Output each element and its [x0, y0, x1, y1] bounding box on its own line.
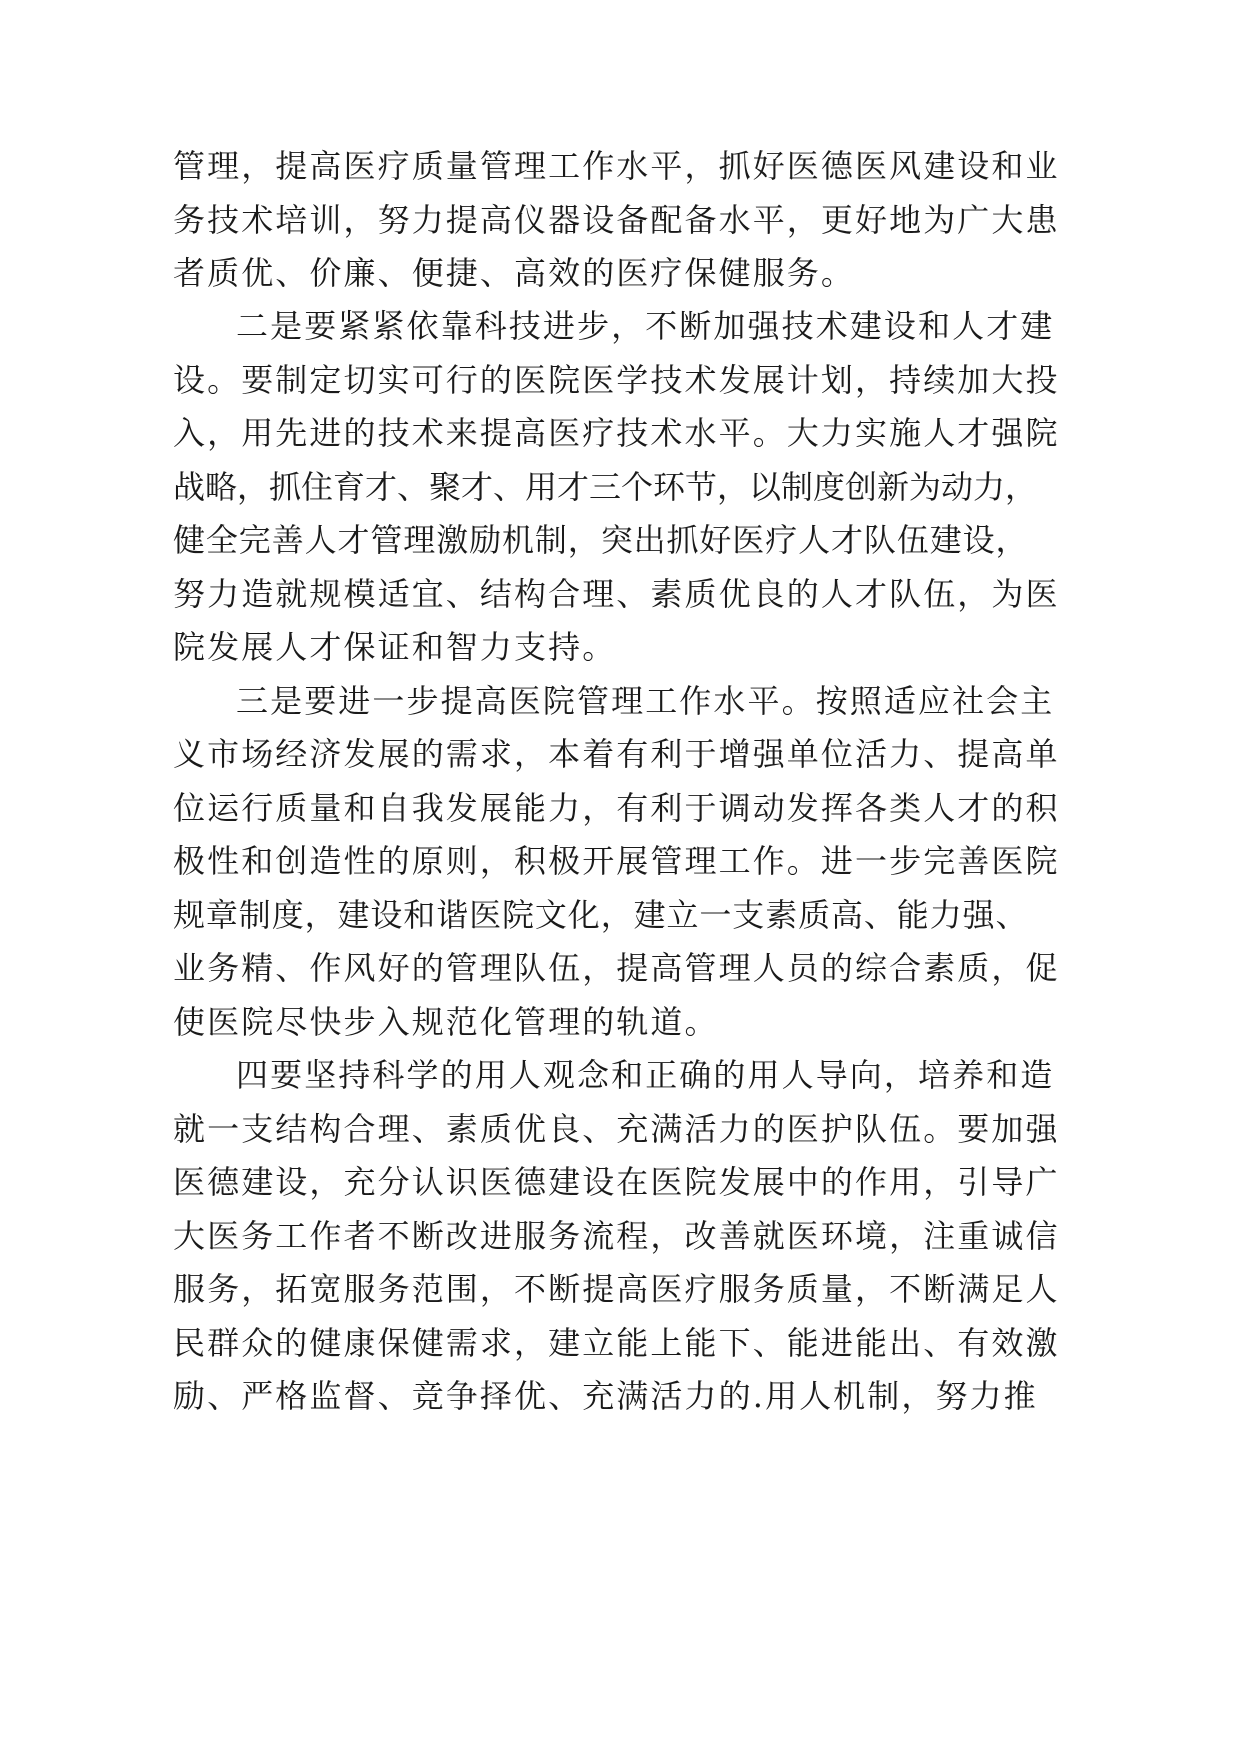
text-line: 二是要紧紧依靠科技进步，不断加强技术建设和人才建 [236, 307, 1055, 345]
text-line: 者质优、价廉、便捷、高效的医疗保健服务。 [173, 254, 856, 292]
text-line: 努力造就规模适宜、结构合理、素质优良的人才队伍，为医 [173, 575, 1060, 613]
text-line: 励、严格监督、竞争择优、充满活力的.用人机制，努力推 [173, 1377, 1038, 1415]
text-line: 管理，提高医疗质量管理工作水平，抓好医德医风建设和业 [173, 147, 1060, 185]
text-line: 位运行质量和自我发展能力，有利于调动发挥各类人才的积 [173, 789, 1060, 827]
text-line: 健全完善人才管理激励机制，突出抓好医疗人才队伍建设， [173, 521, 1029, 559]
text-line: 医德建设，充分认识医德建设在医院发展中的作用，引导广 [173, 1163, 1060, 1201]
text-line: 设。要制定切实可行的医院医学技术发展计划，持续加大投 [173, 361, 1060, 399]
text-line: 使医院尽快步入规范化管理的轨道。 [173, 1003, 719, 1041]
text-line: 极性和创造性的原则，积极开展管理工作。进一步完善医院 [173, 842, 1060, 880]
text-line: 院发展人才保证和智力支持。 [173, 628, 617, 666]
text-line: 就一支结构合理、素质优良、充满活力的医护队伍。要加强 [173, 1110, 1060, 1148]
text-line: 大医务工作者不断改进服务流程，改善就医环境，注重诚信 [173, 1217, 1060, 1255]
text-line: 民群众的健康保健需求，建立能上能下、能进能出、有效激 [173, 1324, 1060, 1362]
text-line: 战略，抓住育才、聚才、用才三个环节，以制度创新为动力， [173, 468, 1038, 506]
text-line: 务技术培训，努力提高仪器设备配备水平，更好地为广大患 [173, 201, 1060, 239]
text-line: 四要坚持科学的用人观念和正确的用人导向，培养和造 [236, 1056, 1055, 1094]
text-line: 入，用先进的技术来提高医疗技术水平。大力实施人才强院 [173, 414, 1060, 452]
text-line: 服务，拓宽服务范围，不断提高医疗服务质量，不断满足人 [173, 1270, 1060, 1308]
text-line: 义市场经济发展的需求，本着有利于增强单位活力、提高单 [173, 735, 1060, 773]
text-line: 规章制度，建设和谐医院文化，建立一支素质高、能力强、 [173, 896, 1029, 934]
text-line: 三是要进一步提高医院管理工作水平。按照适应社会主 [236, 682, 1055, 720]
text-line: 业务精、作风好的管理队伍，提高管理人员的综合素质，促 [173, 949, 1060, 987]
